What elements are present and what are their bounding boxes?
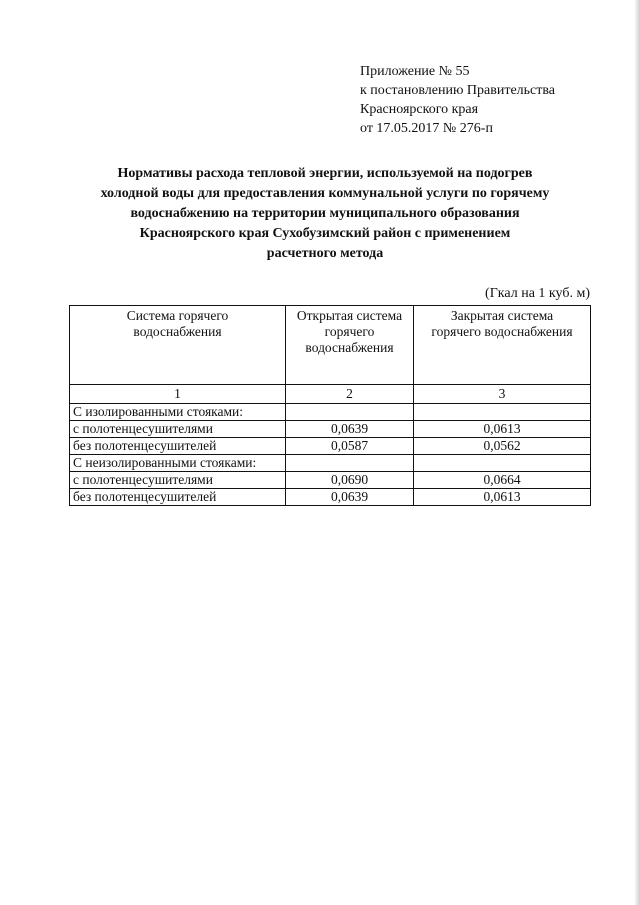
header-line: Открытая система bbox=[296, 308, 403, 323]
header-open-system bbox=[286, 306, 414, 385]
open-system-value bbox=[286, 455, 414, 472]
row-label: без полотенцесушителей bbox=[70, 438, 286, 455]
row-label: без полотенцесушителей bbox=[70, 489, 286, 506]
header-closed-system bbox=[414, 306, 591, 385]
header-line: Система горячего bbox=[126, 308, 229, 323]
column-number-row bbox=[70, 385, 591, 404]
title-line: холодной воды для предоставления коммунальной услуги по горячему bbox=[100, 186, 550, 201]
closed-system-value: 0,0562 bbox=[414, 438, 591, 455]
table-row bbox=[70, 421, 591, 438]
closed-system-value bbox=[414, 404, 591, 421]
title-line: водоснабжению на территории муниципального образования bbox=[130, 206, 520, 221]
open-system-value: 0,0587 bbox=[286, 438, 414, 455]
open-system-value: 0,0639 bbox=[286, 489, 414, 506]
table-row bbox=[70, 404, 591, 421]
header-line: водоснабжения bbox=[305, 340, 394, 355]
header-line: горячего bbox=[324, 324, 375, 339]
header-line: Закрытая система bbox=[450, 308, 554, 323]
title-line: расчетного метода bbox=[266, 246, 384, 261]
appendix-line: к постановлению Правительства bbox=[360, 83, 556, 98]
row-label: С изолированными стояками: bbox=[70, 404, 286, 421]
appendix-line: от 17.05.2017 № 276-п bbox=[360, 121, 493, 136]
row-label: с полотенцесушителями bbox=[70, 472, 286, 489]
table-row bbox=[70, 489, 591, 506]
header-line: горячего водоснабжения bbox=[431, 324, 573, 339]
closed-system-value: 0,0613 bbox=[414, 489, 591, 506]
appendix-line: Приложение № 55 bbox=[360, 64, 470, 79]
row-label: С неизолированными стояками: bbox=[70, 455, 286, 472]
header-line: водоснабжения bbox=[133, 324, 222, 339]
title-line: Красноярского края Сухобузимский район с применением bbox=[139, 226, 511, 241]
header-system bbox=[70, 306, 286, 385]
row-label: с полотенцесушителями bbox=[70, 421, 286, 438]
closed-system-value: 0,0613 bbox=[414, 421, 591, 438]
closed-system-value: 0,0664 bbox=[414, 472, 591, 489]
column-number: 1 bbox=[70, 385, 286, 404]
open-system-value bbox=[286, 404, 414, 421]
unit-label: (Гкал на 1 куб. м) bbox=[485, 286, 590, 301]
closed-system-value bbox=[414, 455, 591, 472]
norms-table bbox=[69, 305, 591, 506]
table-header-row bbox=[70, 306, 591, 385]
title-line: Нормативы расхода тепловой энергии, используемой на подогрев bbox=[117, 166, 533, 181]
column-number: 3 bbox=[414, 385, 591, 404]
table-row bbox=[70, 472, 591, 489]
appendix-line: Красноярского края bbox=[360, 102, 479, 117]
open-system-value: 0,0639 bbox=[286, 421, 414, 438]
document-title bbox=[60, 164, 590, 264]
open-system-value: 0,0690 bbox=[286, 472, 414, 489]
appendix-reference bbox=[360, 62, 630, 138]
column-number: 2 bbox=[286, 385, 414, 404]
table-row bbox=[70, 455, 591, 472]
page-edge-shadow bbox=[634, 0, 640, 905]
table-row bbox=[70, 438, 591, 455]
